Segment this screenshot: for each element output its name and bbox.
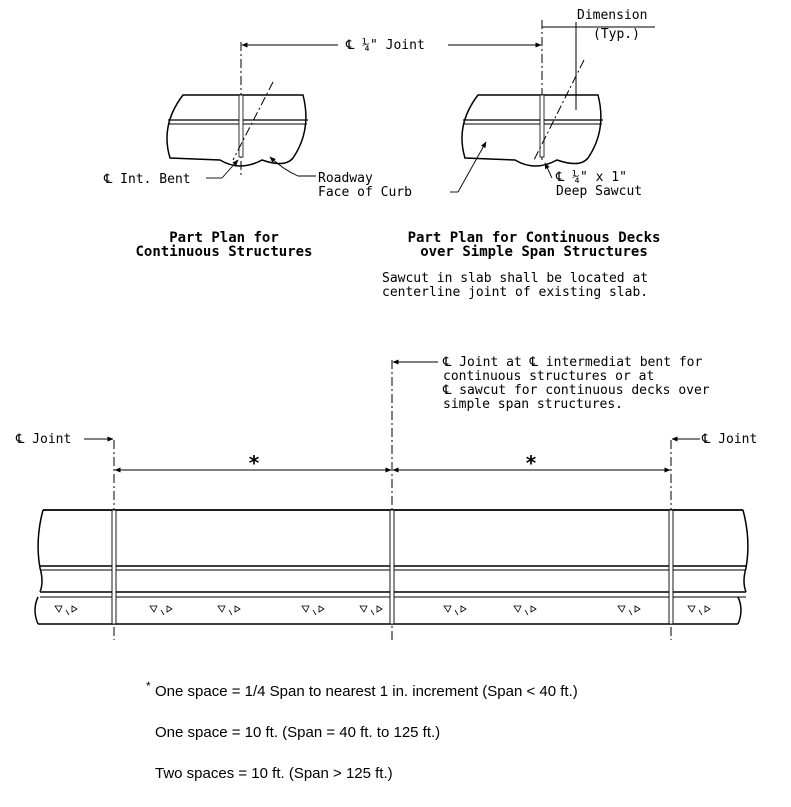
title-continuous-line2: Continuous Structures (135, 244, 313, 260)
mid-note-line3: ℄ sawcut for continuous decks over (443, 383, 710, 398)
roadway-label-1: Roadway (318, 171, 373, 186)
sawcut-note-line1: Sawcut in slab shall be located at (382, 271, 649, 286)
sawcut-arrow (545, 163, 552, 178)
title-decks-line2: over Simple Span Structures (420, 244, 648, 260)
title-decks-line1: Part Plan for Continuous Decks (407, 230, 661, 246)
sawcut-label-1: ℄ ¼" x 1" (556, 170, 627, 185)
part-plan-continuous-structures (103, 42, 412, 260)
mid-note-line4: simple span structures. (443, 397, 624, 412)
concrete-hatch (55, 606, 710, 615)
asterisk-left: * (247, 451, 261, 475)
deck-joint-right (669, 510, 673, 624)
title-continuous-line1: Part Plan for (169, 230, 279, 246)
mid-note-line2: continuous structures or at (443, 369, 655, 384)
curb-outline-left (167, 95, 306, 166)
spacing-notes (146, 679, 578, 782)
deck-elevation (15, 355, 757, 640)
note-line-3: Two spaces = 10 ft. (Span > 125 ft.) (155, 765, 393, 782)
dimension-typ-label: (Typ.) (593, 27, 640, 42)
dimension-label: Dimension (577, 8, 648, 23)
deck-joint-mid (390, 510, 394, 624)
deck-break-left (38, 510, 43, 592)
sawcut-note-line2: centerline joint of existing slab. (382, 285, 649, 300)
right-joint-label: ℄ Joint (702, 432, 758, 447)
roadway-leader (270, 157, 316, 176)
deck-break-right (743, 510, 748, 592)
mid-note-line1: ℄ Joint at ℄ intermediat bent for (443, 355, 703, 370)
note-line-2: One space = 10 ft. (Span = 40 ft. to 125 ft.) (155, 724, 441, 741)
curb-outline-right (462, 95, 601, 166)
asterisk-right: * (524, 451, 538, 475)
int-bent-label: ℄ Int. Bent (104, 172, 191, 187)
curb-leader-right (458, 142, 486, 192)
slab-break-left (35, 597, 38, 624)
slab-break-right (738, 597, 741, 624)
note-asterisk: * (146, 679, 151, 693)
quarter-joint-label: ℄ ¼" Joint (346, 38, 425, 53)
note-line-1: One space = 1/4 Span to nearest 1 in. increment (Span < 40 ft.) (155, 683, 578, 700)
roadway-label-2: Face of Curb (318, 185, 412, 200)
left-joint-label: ℄ Joint (16, 432, 72, 447)
sawcut-label-2: Deep Sawcut (556, 184, 643, 199)
deck-joint-left (112, 510, 116, 624)
